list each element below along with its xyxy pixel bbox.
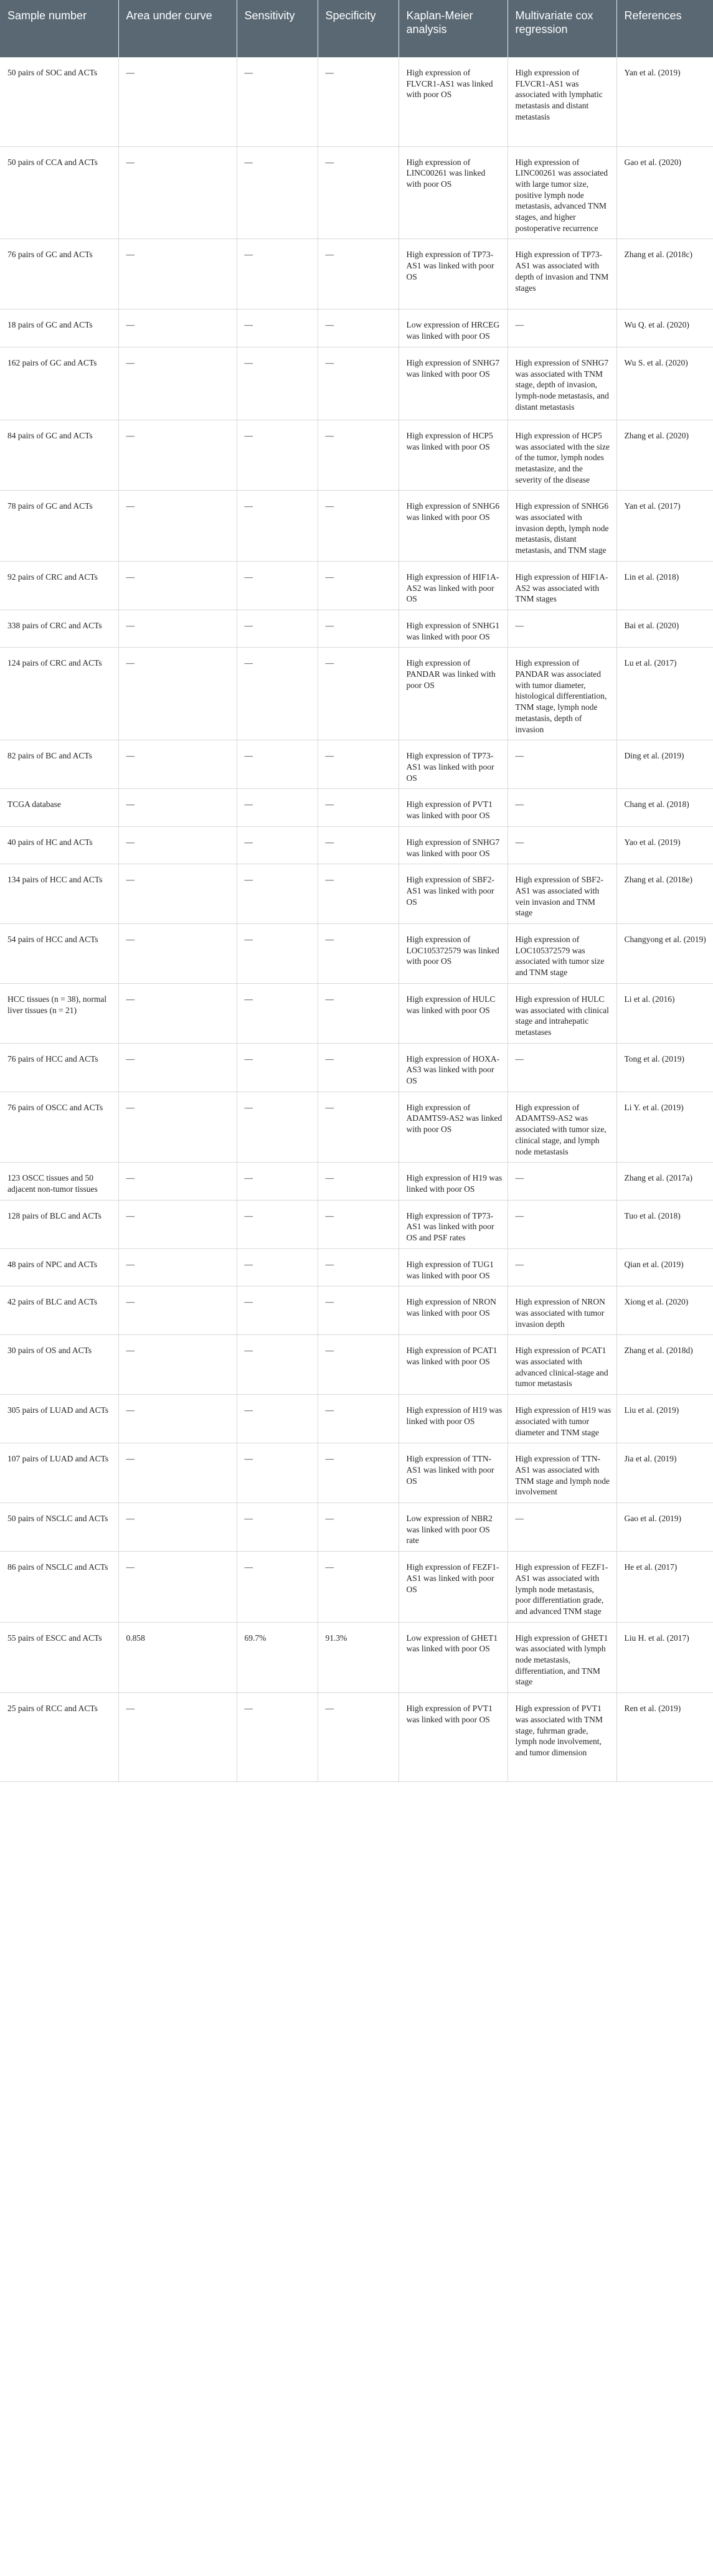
sample-number-cell: HCC tissues (n = 38), normal liver tissues (n = 21) xyxy=(0,983,118,1043)
specificity-cell: — xyxy=(318,1335,399,1395)
sample-number-cell: 40 pairs of HC and ACTs xyxy=(0,826,118,864)
sample-number-cell: 50 pairs of SOC and ACTs xyxy=(0,57,118,146)
specificity-cell: — xyxy=(318,1200,399,1248)
auc-cell: — xyxy=(118,1552,237,1623)
reference-cell: Yan et al. (2017) xyxy=(616,491,713,562)
reference-cell: Ren et al. (2019) xyxy=(616,1693,713,1782)
kaplan-meier-cell: High expression of HULC was linked with poor OS xyxy=(399,983,508,1043)
kaplan-meier-cell: High expression of TP73-AS1 was linked with poor OS xyxy=(399,239,508,309)
sensitivity-cell: — xyxy=(237,309,318,347)
auc-cell: — xyxy=(118,1443,237,1503)
cox-regression-cell: High expression of LINC00261 was associated with large tumor size, positive lymph node metastasis, advanced TNM stages, and higher postoperative recurrence xyxy=(508,146,616,239)
table-row xyxy=(0,826,713,864)
cox-regression-cell: High expression of PCAT1 was associated with advanced clinical-stage and tumor metastasis xyxy=(508,1335,616,1395)
table-row xyxy=(0,1248,713,1286)
kaplan-meier-cell: Low expression of GHET1 was linked with poor OS xyxy=(399,1622,508,1693)
specificity-cell: — xyxy=(318,864,399,924)
table-row xyxy=(0,239,713,309)
table-row xyxy=(0,1200,713,1248)
cox-regression-cell: — xyxy=(508,1200,616,1248)
sensitivity-cell: — xyxy=(237,1163,318,1200)
reference-cell: Wu S. et al. (2020) xyxy=(616,347,713,420)
auc-cell: — xyxy=(118,924,237,984)
table-row xyxy=(0,347,713,420)
sensitivity-cell: — xyxy=(237,561,318,610)
sample-number-cell: 305 pairs of LUAD and ACTs xyxy=(0,1395,118,1443)
cox-regression-cell: High expression of LOC105372579 was associated with tumor size and TNM stage xyxy=(508,924,616,984)
reference-cell: Gao et al. (2019) xyxy=(616,1503,713,1552)
reference-cell: Tong et al. (2019) xyxy=(616,1043,713,1092)
auc-cell: — xyxy=(118,789,237,826)
reference-cell: Ding et al. (2019) xyxy=(616,740,713,789)
sample-number-cell: 84 pairs of GC and ACTs xyxy=(0,420,118,491)
table-row xyxy=(0,610,713,647)
cox-regression-cell: High expression of HIF1A-AS2 was associated with TNM stages xyxy=(508,561,616,610)
table-row xyxy=(0,1335,713,1395)
specificity-cell: — xyxy=(318,561,399,610)
sample-number-cell: 107 pairs of LUAD and ACTs xyxy=(0,1443,118,1503)
sensitivity-cell: — xyxy=(237,1043,318,1092)
auc-cell: — xyxy=(118,1503,237,1552)
auc-cell: — xyxy=(118,347,237,420)
auc-cell: — xyxy=(118,610,237,647)
sample-number-cell: 76 pairs of OSCC and ACTs xyxy=(0,1092,118,1163)
sensitivity-cell: — xyxy=(237,983,318,1043)
sensitivity-cell: — xyxy=(237,826,318,864)
specificity-cell: — xyxy=(318,1693,399,1782)
kaplan-meier-cell: High expression of PVT1 was linked with poor OS xyxy=(399,789,508,826)
sensitivity-cell: — xyxy=(237,864,318,924)
cox-regression-cell: High expression of TTN-AS1 was associated with TNM stage and lymph node involvement xyxy=(508,1443,616,1503)
sample-number-cell: 338 pairs of CRC and ACTs xyxy=(0,610,118,647)
sensitivity-cell: — xyxy=(237,1248,318,1286)
cox-regression-cell: High expression of PANDAR was associated with tumor diameter, histological differentiation, TNM stage, lymph node metastasis, depth of invasion xyxy=(508,648,616,740)
header-area-under-curve: Area under curve xyxy=(118,0,237,57)
cox-regression-cell: — xyxy=(508,740,616,789)
reference-cell: Xiong et al. (2020) xyxy=(616,1286,713,1335)
auc-cell: — xyxy=(118,648,237,740)
sample-number-cell: 128 pairs of BLC and ACTs xyxy=(0,1200,118,1248)
specificity-cell: — xyxy=(318,983,399,1043)
cox-regression-cell: High expression of PVT1 was associated with TNM stage, fuhrman grade, lymph node involvement, and tumor dimension xyxy=(508,1693,616,1782)
sample-number-cell: 76 pairs of HCC and ACTs xyxy=(0,1043,118,1092)
sensitivity-cell: — xyxy=(237,491,318,562)
sensitivity-cell: — xyxy=(237,239,318,309)
header-references: References xyxy=(624,9,682,22)
sensitivity-cell: 69.7% xyxy=(237,1622,318,1693)
reference-cell: Yao et al. (2019) xyxy=(616,826,713,864)
cox-regression-cell: — xyxy=(508,610,616,647)
cox-regression-cell: High expression of HULC was associated with clinical stage and intrahepatic metastases xyxy=(508,983,616,1043)
sensitivity-cell: — xyxy=(237,146,318,239)
reference-cell: Gao et al. (2020) xyxy=(616,146,713,239)
kaplan-meier-cell: High expression of SNHG6 was linked with poor OS xyxy=(399,491,508,562)
kaplan-meier-cell: High expression of TTN-AS1 was linked with poor OS xyxy=(399,1443,508,1503)
auc-cell: — xyxy=(118,1395,237,1443)
kaplan-meier-cell: High expression of SNHG7 was linked with poor OS xyxy=(399,347,508,420)
sensitivity-cell: — xyxy=(237,1200,318,1248)
specificity-cell: — xyxy=(318,347,399,420)
specificity-cell: — xyxy=(318,491,399,562)
kaplan-meier-cell: High expression of SNHG1 was linked with poor OS xyxy=(399,610,508,647)
kaplan-meier-cell: High expression of ADAMTS9-AS2 was linked with poor OS xyxy=(399,1092,508,1163)
auc-cell: — xyxy=(118,1092,237,1163)
specificity-cell: — xyxy=(318,146,399,239)
cox-regression-cell: High expression of HCP5 was associated with the size of the tumor, lymph nodes metastasize, and the severity of the disease xyxy=(508,420,616,491)
sensitivity-cell: — xyxy=(237,924,318,984)
reference-cell: Zhang et al. (2018e) xyxy=(616,864,713,924)
kaplan-meier-cell: High expression of LINC00261 was linked with poor OS xyxy=(399,146,508,239)
cox-regression-cell: — xyxy=(508,1043,616,1092)
table-row xyxy=(0,1552,713,1623)
specificity-cell: — xyxy=(318,740,399,789)
sample-number-cell: 25 pairs of RCC and ACTs xyxy=(0,1693,118,1782)
reference-cell: Changyong et al. (2019) xyxy=(616,924,713,984)
auc-cell: — xyxy=(118,740,237,789)
sensitivity-cell: — xyxy=(237,420,318,491)
auc-cell: — xyxy=(118,1248,237,1286)
reference-cell: Jia et al. (2019) xyxy=(616,1443,713,1503)
table-row xyxy=(0,983,713,1043)
table-row xyxy=(0,1622,713,1693)
sample-number-cell: 86 pairs of NSCLC and ACTs xyxy=(0,1552,118,1623)
specificity-cell: — xyxy=(318,1092,399,1163)
kaplan-meier-cell: High expression of LOC105372579 was linked with poor OS xyxy=(399,924,508,984)
auc-cell: — xyxy=(118,1043,237,1092)
sensitivity-cell: — xyxy=(237,648,318,740)
header-row xyxy=(0,0,713,57)
reference-cell: Wu Q. et al. (2020) xyxy=(616,309,713,347)
table-row xyxy=(0,1286,713,1335)
kaplan-meier-cell: High expression of H19 was linked with poor OS xyxy=(399,1163,508,1200)
specificity-cell: 91.3% xyxy=(318,1622,399,1693)
sample-number-cell: 124 pairs of CRC and ACTs xyxy=(0,648,118,740)
specificity-cell: — xyxy=(318,610,399,647)
sample-number-cell: 50 pairs of CCA and ACTs xyxy=(0,146,118,239)
sensitivity-cell: — xyxy=(237,1335,318,1395)
table-row xyxy=(0,146,713,239)
kaplan-meier-cell: High expression of PCAT1 was linked with poor OS xyxy=(399,1335,508,1395)
reference-cell: Yan et al. (2019) xyxy=(616,57,713,146)
kaplan-meier-cell: High expression of H19 was linked with poor OS xyxy=(399,1395,508,1443)
specificity-cell: — xyxy=(318,1395,399,1443)
table-row xyxy=(0,1395,713,1443)
auc-cell: — xyxy=(118,146,237,239)
header-sensitivity: Sensitivity xyxy=(237,0,318,57)
sensitivity-cell: — xyxy=(237,740,318,789)
table-row xyxy=(0,864,713,924)
cox-regression-cell: High expression of SNHG7 was associated with TNM stage, depth of invasion, lymph-node metastasis, and distant metastasis xyxy=(508,347,616,420)
table-row xyxy=(0,924,713,984)
auc-cell: — xyxy=(118,309,237,347)
sample-number-cell: 78 pairs of GC and ACTs xyxy=(0,491,118,562)
cox-regression-cell: High expression of SNHG6 was associated with invasion depth, lymph node metastasis, distant metastasis, and TNM stage xyxy=(508,491,616,562)
reference-cell: Tuo et al. (2018) xyxy=(616,1200,713,1248)
auc-cell: — xyxy=(118,561,237,610)
auc-cell: — xyxy=(118,239,237,309)
table-row xyxy=(0,1693,713,1782)
auc-cell: — xyxy=(118,864,237,924)
sample-number-cell: 162 pairs of GC and ACTs xyxy=(0,347,118,420)
reference-cell: Li et al. (2016) xyxy=(616,983,713,1043)
sample-number-cell: 54 pairs of HCC and ACTs xyxy=(0,924,118,984)
cox-regression-cell: High expression of FLVCR1-AS1 was associated with lymphatic metastasis and distant metastasis xyxy=(508,57,616,146)
specificity-cell: — xyxy=(318,826,399,864)
kaplan-meier-cell: High expression of PVT1 was linked with poor OS xyxy=(399,1693,508,1782)
table-row xyxy=(0,309,713,347)
table-row xyxy=(0,561,713,610)
specificity-cell: — xyxy=(318,1503,399,1552)
reference-cell: Li Y. et al. (2019) xyxy=(616,1092,713,1163)
reference-cell: Zhang et al. (2018c) xyxy=(616,239,713,309)
specificity-cell: — xyxy=(318,1443,399,1503)
sensitivity-cell: — xyxy=(237,1286,318,1335)
header-kaplan-meier: Kaplan-Meier analysis xyxy=(399,0,508,57)
table-row xyxy=(0,57,713,146)
cox-regression-cell: — xyxy=(508,1248,616,1286)
auc-cell: 0.858 xyxy=(118,1622,237,1693)
kaplan-meier-cell: Low expression of HRCEG was linked with poor OS xyxy=(399,309,508,347)
table-row xyxy=(0,789,713,826)
table-row xyxy=(0,1503,713,1552)
auc-cell: — xyxy=(118,1335,237,1395)
sample-number-cell: 30 pairs of OS and ACTs xyxy=(0,1335,118,1395)
reference-cell: He et al. (2017) xyxy=(616,1552,713,1623)
kaplan-meier-cell: High expression of PANDAR was linked with poor OS xyxy=(399,648,508,740)
kaplan-meier-cell: High expression of SNHG7 was linked with poor OS xyxy=(399,826,508,864)
cox-regression-cell: — xyxy=(508,826,616,864)
specificity-cell: — xyxy=(318,239,399,309)
specificity-cell: — xyxy=(318,924,399,984)
sensitivity-cell: — xyxy=(237,1395,318,1443)
header-cox-regression: Multivariate cox regression xyxy=(508,0,616,57)
kaplan-meier-cell: High expression of HCP5 was linked with poor OS xyxy=(399,420,508,491)
specificity-cell: — xyxy=(318,1286,399,1335)
header-sample-number: Sample number xyxy=(0,0,118,57)
table-row xyxy=(0,1163,713,1200)
kaplan-meier-cell: High expression of HOXA-AS3 was linked with poor OS xyxy=(399,1043,508,1092)
sensitivity-cell: — xyxy=(237,1552,318,1623)
cox-regression-cell: High expression of FEZF1-AS1 was associated with lymph node metastasis, poor differentiation grade, and advanced TNM stage xyxy=(508,1552,616,1623)
reference-cell: Chang et al. (2018) xyxy=(616,789,713,826)
table-row xyxy=(0,740,713,789)
kaplan-meier-cell: High expression of FEZF1-AS1 was linked with poor OS xyxy=(399,1552,508,1623)
cox-regression-cell: High expression of H19 was associated with tumor diameter and TNM stage xyxy=(508,1395,616,1443)
auc-cell: — xyxy=(118,1200,237,1248)
reference-cell: Zhang et al. (2018d) xyxy=(616,1335,713,1395)
specificity-cell: — xyxy=(318,789,399,826)
reference-cell: Liu H. et al. (2017) xyxy=(616,1622,713,1693)
cox-regression-cell: High expression of ADAMTS9-AS2 was associated with tumor size, clinical stage, and lymph node metastasis xyxy=(508,1092,616,1163)
sample-number-cell: 123 OSCC tissues and 50 adjacent non-tumor tissues xyxy=(0,1163,118,1200)
reference-cell: Qian et al. (2019) xyxy=(616,1248,713,1286)
sensitivity-cell: — xyxy=(237,1092,318,1163)
sensitivity-cell: — xyxy=(237,610,318,647)
cox-regression-cell: — xyxy=(508,1503,616,1552)
specificity-cell: — xyxy=(318,1552,399,1623)
sample-number-cell: TCGA database xyxy=(0,789,118,826)
reference-cell: Zhang et al. (2020) xyxy=(616,420,713,491)
kaplan-meier-cell: High expression of SBF2-AS1 was linked with poor OS xyxy=(399,864,508,924)
reference-cell: Zhang et al. (2017a) xyxy=(616,1163,713,1200)
cox-regression-cell: High expression of SBF2-AS1 was associated with vein invasion and TNM stage xyxy=(508,864,616,924)
specificity-cell: — xyxy=(318,309,399,347)
sensitivity-cell: — xyxy=(237,1693,318,1782)
cox-regression-cell: High expression of GHET1 was associated with lymph node metastasis, differentiation, and TNM stage xyxy=(508,1622,616,1693)
kaplan-meier-cell: High expression of TUG1 was linked with poor OS xyxy=(399,1248,508,1286)
reference-cell: Bai et al. (2020) xyxy=(616,610,713,647)
table-row xyxy=(0,1092,713,1163)
table-body xyxy=(0,57,713,1782)
header-specificity: Specificity xyxy=(318,0,399,57)
table-row xyxy=(0,1043,713,1092)
sample-number-cell: 55 pairs of ESCC and ACTs xyxy=(0,1622,118,1693)
table-row xyxy=(0,420,713,491)
sensitivity-cell: — xyxy=(237,57,318,146)
sensitivity-cell: — xyxy=(237,1503,318,1552)
specificity-cell: — xyxy=(318,420,399,491)
specificity-cell: — xyxy=(318,57,399,146)
sample-number-cell: 82 pairs of BC and ACTs xyxy=(0,740,118,789)
auc-cell: — xyxy=(118,1163,237,1200)
specificity-cell: — xyxy=(318,1248,399,1286)
sample-number-cell: 134 pairs of HCC and ACTs xyxy=(0,864,118,924)
auc-cell: — xyxy=(118,57,237,146)
kaplan-meier-cell: High expression of FLVCR1-AS1 was linked with poor OS xyxy=(399,57,508,146)
sample-number-cell: 48 pairs of NPC and ACTs xyxy=(0,1248,118,1286)
sensitivity-cell: — xyxy=(237,789,318,826)
cox-regression-cell: High expression of NRON was associated with tumor invasion depth xyxy=(508,1286,616,1335)
reference-cell: Lu et al. (2017) xyxy=(616,648,713,740)
sample-number-cell: 50 pairs of NSCLC and ACTs xyxy=(0,1503,118,1552)
auc-cell: — xyxy=(118,420,237,491)
sensitivity-cell: — xyxy=(237,347,318,420)
cox-regression-cell: — xyxy=(508,1163,616,1200)
specificity-cell: — xyxy=(318,1043,399,1092)
sensitivity-cell: — xyxy=(237,1443,318,1503)
cox-regression-cell: — xyxy=(508,309,616,347)
cox-regression-cell: High expression of TP73-AS1 was associated with depth of invasion and TNM stages xyxy=(508,239,616,309)
auc-cell: — xyxy=(118,1286,237,1335)
sample-number-cell: 76 pairs of GC and ACTs xyxy=(0,239,118,309)
reference-cell: Liu et al. (2019) xyxy=(616,1395,713,1443)
auc-cell: — xyxy=(118,826,237,864)
sample-number-cell: 42 pairs of BLC and ACTs xyxy=(0,1286,118,1335)
specificity-cell: — xyxy=(318,648,399,740)
auc-cell: — xyxy=(118,1693,237,1782)
reference-cell: Lin et al. (2018) xyxy=(616,561,713,610)
kaplan-meier-cell: High expression of NRON was linked with poor OS xyxy=(399,1286,508,1335)
kaplan-meier-cell: High expression of TP73-AS1 was linked with poor OS xyxy=(399,740,508,789)
kaplan-meier-cell: High expression of HIF1A-AS2 was linked with poor OS xyxy=(399,561,508,610)
kaplan-meier-cell: Low expression of NBR2 was linked with poor OS rate xyxy=(399,1503,508,1552)
table-row xyxy=(0,491,713,562)
sample-number-cell: 18 pairs of GC and ACTs xyxy=(0,309,118,347)
table-row xyxy=(0,1443,713,1503)
auc-cell: — xyxy=(118,983,237,1043)
specificity-cell: — xyxy=(318,1163,399,1200)
sample-number-cell: 92 pairs of CRC and ACTs xyxy=(0,561,118,610)
table-row xyxy=(0,648,713,740)
auc-cell: — xyxy=(118,491,237,562)
kaplan-meier-cell: High expression of TP73-AS1 was linked with poor OS and PSF rates xyxy=(399,1200,508,1248)
cox-regression-cell: — xyxy=(508,789,616,826)
